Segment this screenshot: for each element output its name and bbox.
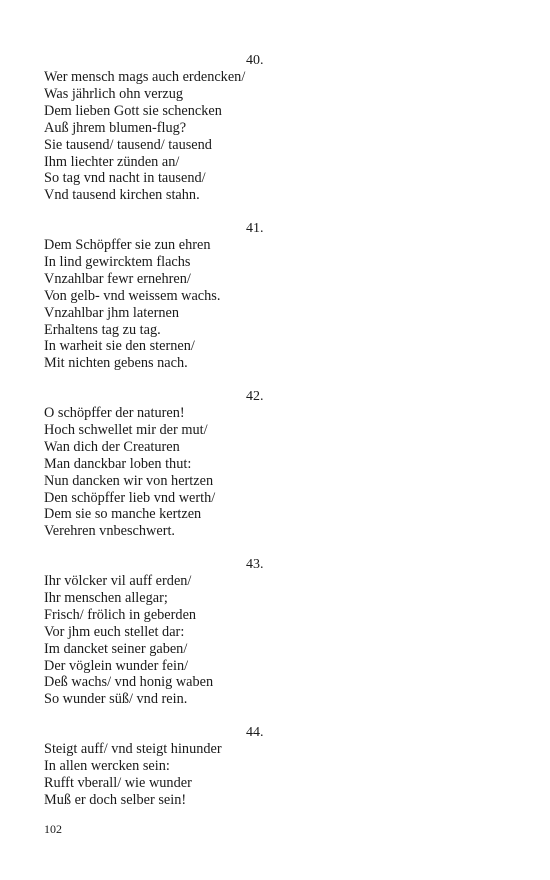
- verse-line: Verehren vnbeschwert.: [44, 523, 175, 540]
- verse-line: Was jährlich ohn verzug: [44, 85, 183, 102]
- verse-line: Nun dancken wir von hertzen: [44, 472, 214, 489]
- page-number: 102: [44, 822, 62, 836]
- stanza-number: 40.: [246, 53, 264, 68]
- verse-line: Hoch schwellet mir der mut/: [44, 421, 208, 438]
- stanza-lines: [44, 237, 220, 372]
- verse-line: Sie tausend/ tausend/ tausend: [44, 136, 212, 153]
- verse-line: In allen wercken sein:: [44, 757, 170, 774]
- verse-line: Der vöglein wunder fein/: [44, 657, 189, 674]
- verse-line: Ihm liechter zünden an/: [44, 153, 180, 170]
- verse-line: Mit nichten gebens nach.: [44, 355, 188, 372]
- verse-line: Den schöpffer lieb vnd werth/: [44, 489, 216, 506]
- stanza-number: 44.: [246, 725, 264, 740]
- verse-line: Rufft vberall/ wie wunder: [44, 774, 192, 791]
- verse-line: Muß er doch selber sein!: [44, 791, 187, 808]
- verse-line: Vnd tausend kirchen stahn.: [44, 187, 200, 204]
- stanza-lines: [44, 741, 222, 809]
- verse-line: Auß jhrem blumen-flug?: [44, 119, 187, 136]
- verse-line: O schöpffer der naturen!: [44, 405, 185, 421]
- verse-line: Frisch/ frölich in geberden: [44, 606, 197, 623]
- verse-line: Von gelb- vnd weissem wachs.: [44, 287, 221, 304]
- stanza-number: 43.: [246, 557, 264, 572]
- verse-line: Ihr menschen allegar;: [44, 589, 168, 606]
- verse-line: Ihr völcker vil auff erden/: [44, 573, 192, 589]
- verse-line: Wan dich der Creaturen: [44, 438, 180, 455]
- verse-line: Man danckbar loben thut:: [44, 455, 192, 472]
- verse-line: Deß wachs/ vnd honig waben: [44, 674, 214, 691]
- verse-line: In lind gewircktem flachs: [44, 253, 191, 270]
- verse-line: Vnzahlbar fewr ernehren/: [44, 270, 191, 287]
- verse-line: So wunder süß/ vnd rein.: [44, 691, 188, 708]
- verse-line: Erhaltens tag zu tag.: [44, 321, 161, 338]
- verse-line: Dem sie so manche kertzen: [44, 506, 202, 523]
- verse-line: Dem lieben Gott sie schencken: [44, 102, 222, 119]
- verse-line: Steigt auff/ vnd steigt hinunder: [44, 741, 222, 757]
- verse-line: Vnzahlbar jhm laternen: [44, 304, 179, 321]
- verse-line: Dem Schöpffer sie zun ehren: [44, 237, 211, 253]
- verse-line: Wer mensch mags auch erdencken/: [44, 69, 246, 85]
- verse-line: Vor jhm euch stellet dar:: [44, 623, 185, 640]
- verse-line: In warheit sie den sternen/: [44, 338, 195, 355]
- stanza-number: 41.: [246, 221, 264, 236]
- stanza-number: 42.: [246, 389, 264, 404]
- verse-line: So tag vnd nacht in tausend/: [44, 170, 206, 187]
- verse-line: Im dancket seiner gaben/: [44, 640, 188, 657]
- stanza-lines: [44, 405, 215, 540]
- stanza-lines: [44, 69, 245, 204]
- stanza-lines: [44, 573, 213, 708]
